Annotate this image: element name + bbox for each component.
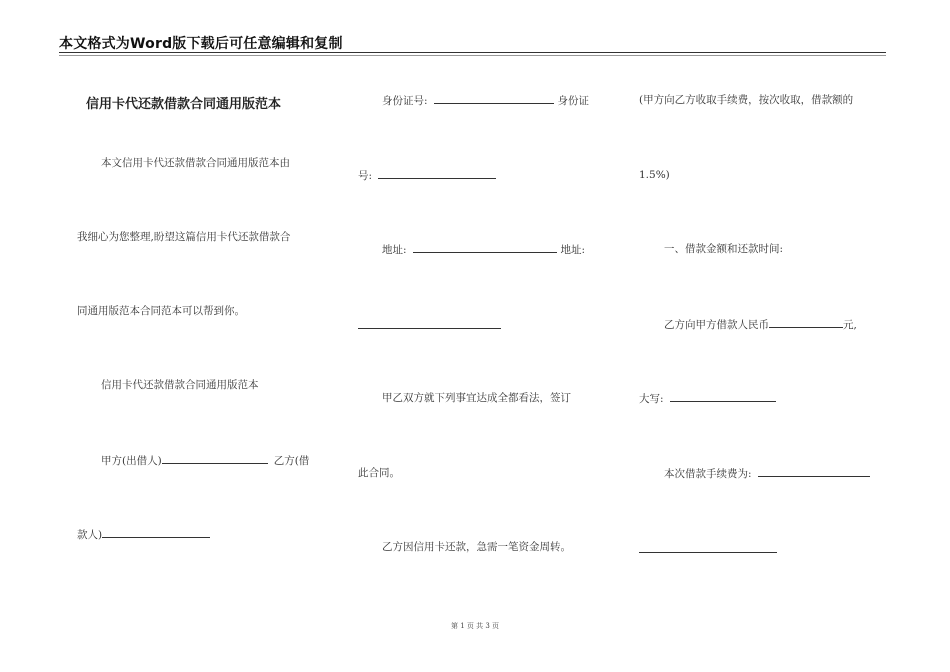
col1-line2: 我细心为您整理,盼望这篇信用卡代还款借款合	[77, 231, 291, 243]
col2-address-row	[382, 242, 585, 257]
address-blank-b	[358, 328, 501, 329]
document-title: 信用卡代还款借款合同通用版范本	[86, 97, 282, 112]
party-a-blank	[162, 453, 268, 464]
party-a-label: 甲方(出借人)	[101, 455, 162, 467]
id-label-b: 身份证	[557, 95, 590, 107]
id-label-b-cont: 号:	[358, 170, 373, 182]
col3-fee-row	[664, 466, 870, 481]
fee-blank-cont	[639, 552, 777, 553]
amount-blank	[769, 317, 843, 328]
col1-party-a-row	[101, 453, 309, 468]
fee-blank	[758, 466, 870, 477]
col1-party-b-row	[77, 527, 210, 542]
col2-line5: 甲乙双方就下列事宜达成全都看法，签订	[382, 392, 571, 404]
col1-line4: 信用卡代还款借款合同通用版范本	[101, 379, 259, 391]
address-label-b: 地址:	[560, 244, 586, 256]
col3-line3: 一、借款金额和还款时间:	[664, 243, 784, 255]
col2-line6: 此合同。	[358, 467, 400, 479]
address-blank-a	[413, 242, 557, 253]
col3-capital-row	[639, 391, 776, 406]
col1-line1: 本文信用卡代还款借款合同通用版范本由	[101, 157, 290, 169]
header-rule-thin	[59, 55, 886, 56]
col3-amount-row	[664, 317, 857, 332]
id-label-a: 身份证号:	[382, 95, 428, 107]
id-blank-b	[378, 168, 496, 179]
header-rule	[59, 52, 886, 53]
party-b-label-cont: 款人)	[77, 529, 103, 541]
document-header: 本文格式为Word版下载后可任意编辑和复制	[59, 36, 343, 52]
col3-line1: (甲方向乙方收取手续费，按次收取，借款额的	[639, 94, 854, 106]
col2-line7: 乙方因信用卡还款，急需一笔资金周转。	[382, 541, 571, 553]
capital-blank	[670, 391, 776, 402]
amount-unit: 元,	[843, 319, 857, 331]
page-footer: 第 1 页 共 3 页	[450, 622, 500, 630]
col2-id-row-b	[358, 168, 496, 183]
capital-label: 大写:	[639, 393, 664, 405]
party-b-label: 乙方(借	[273, 455, 310, 467]
party-b-blank	[102, 527, 210, 538]
col2-id-row	[382, 93, 589, 108]
amount-label: 乙方向甲方借款人民币	[664, 319, 769, 331]
fee-label: 本次借款手续费为:	[664, 468, 752, 480]
col1-line3: 同通用版范本合同范本可以帮到你。	[77, 305, 245, 317]
address-label-a: 地址:	[382, 244, 407, 256]
id-blank-a	[434, 93, 554, 104]
col3-line2: 1.5%)	[639, 169, 670, 181]
